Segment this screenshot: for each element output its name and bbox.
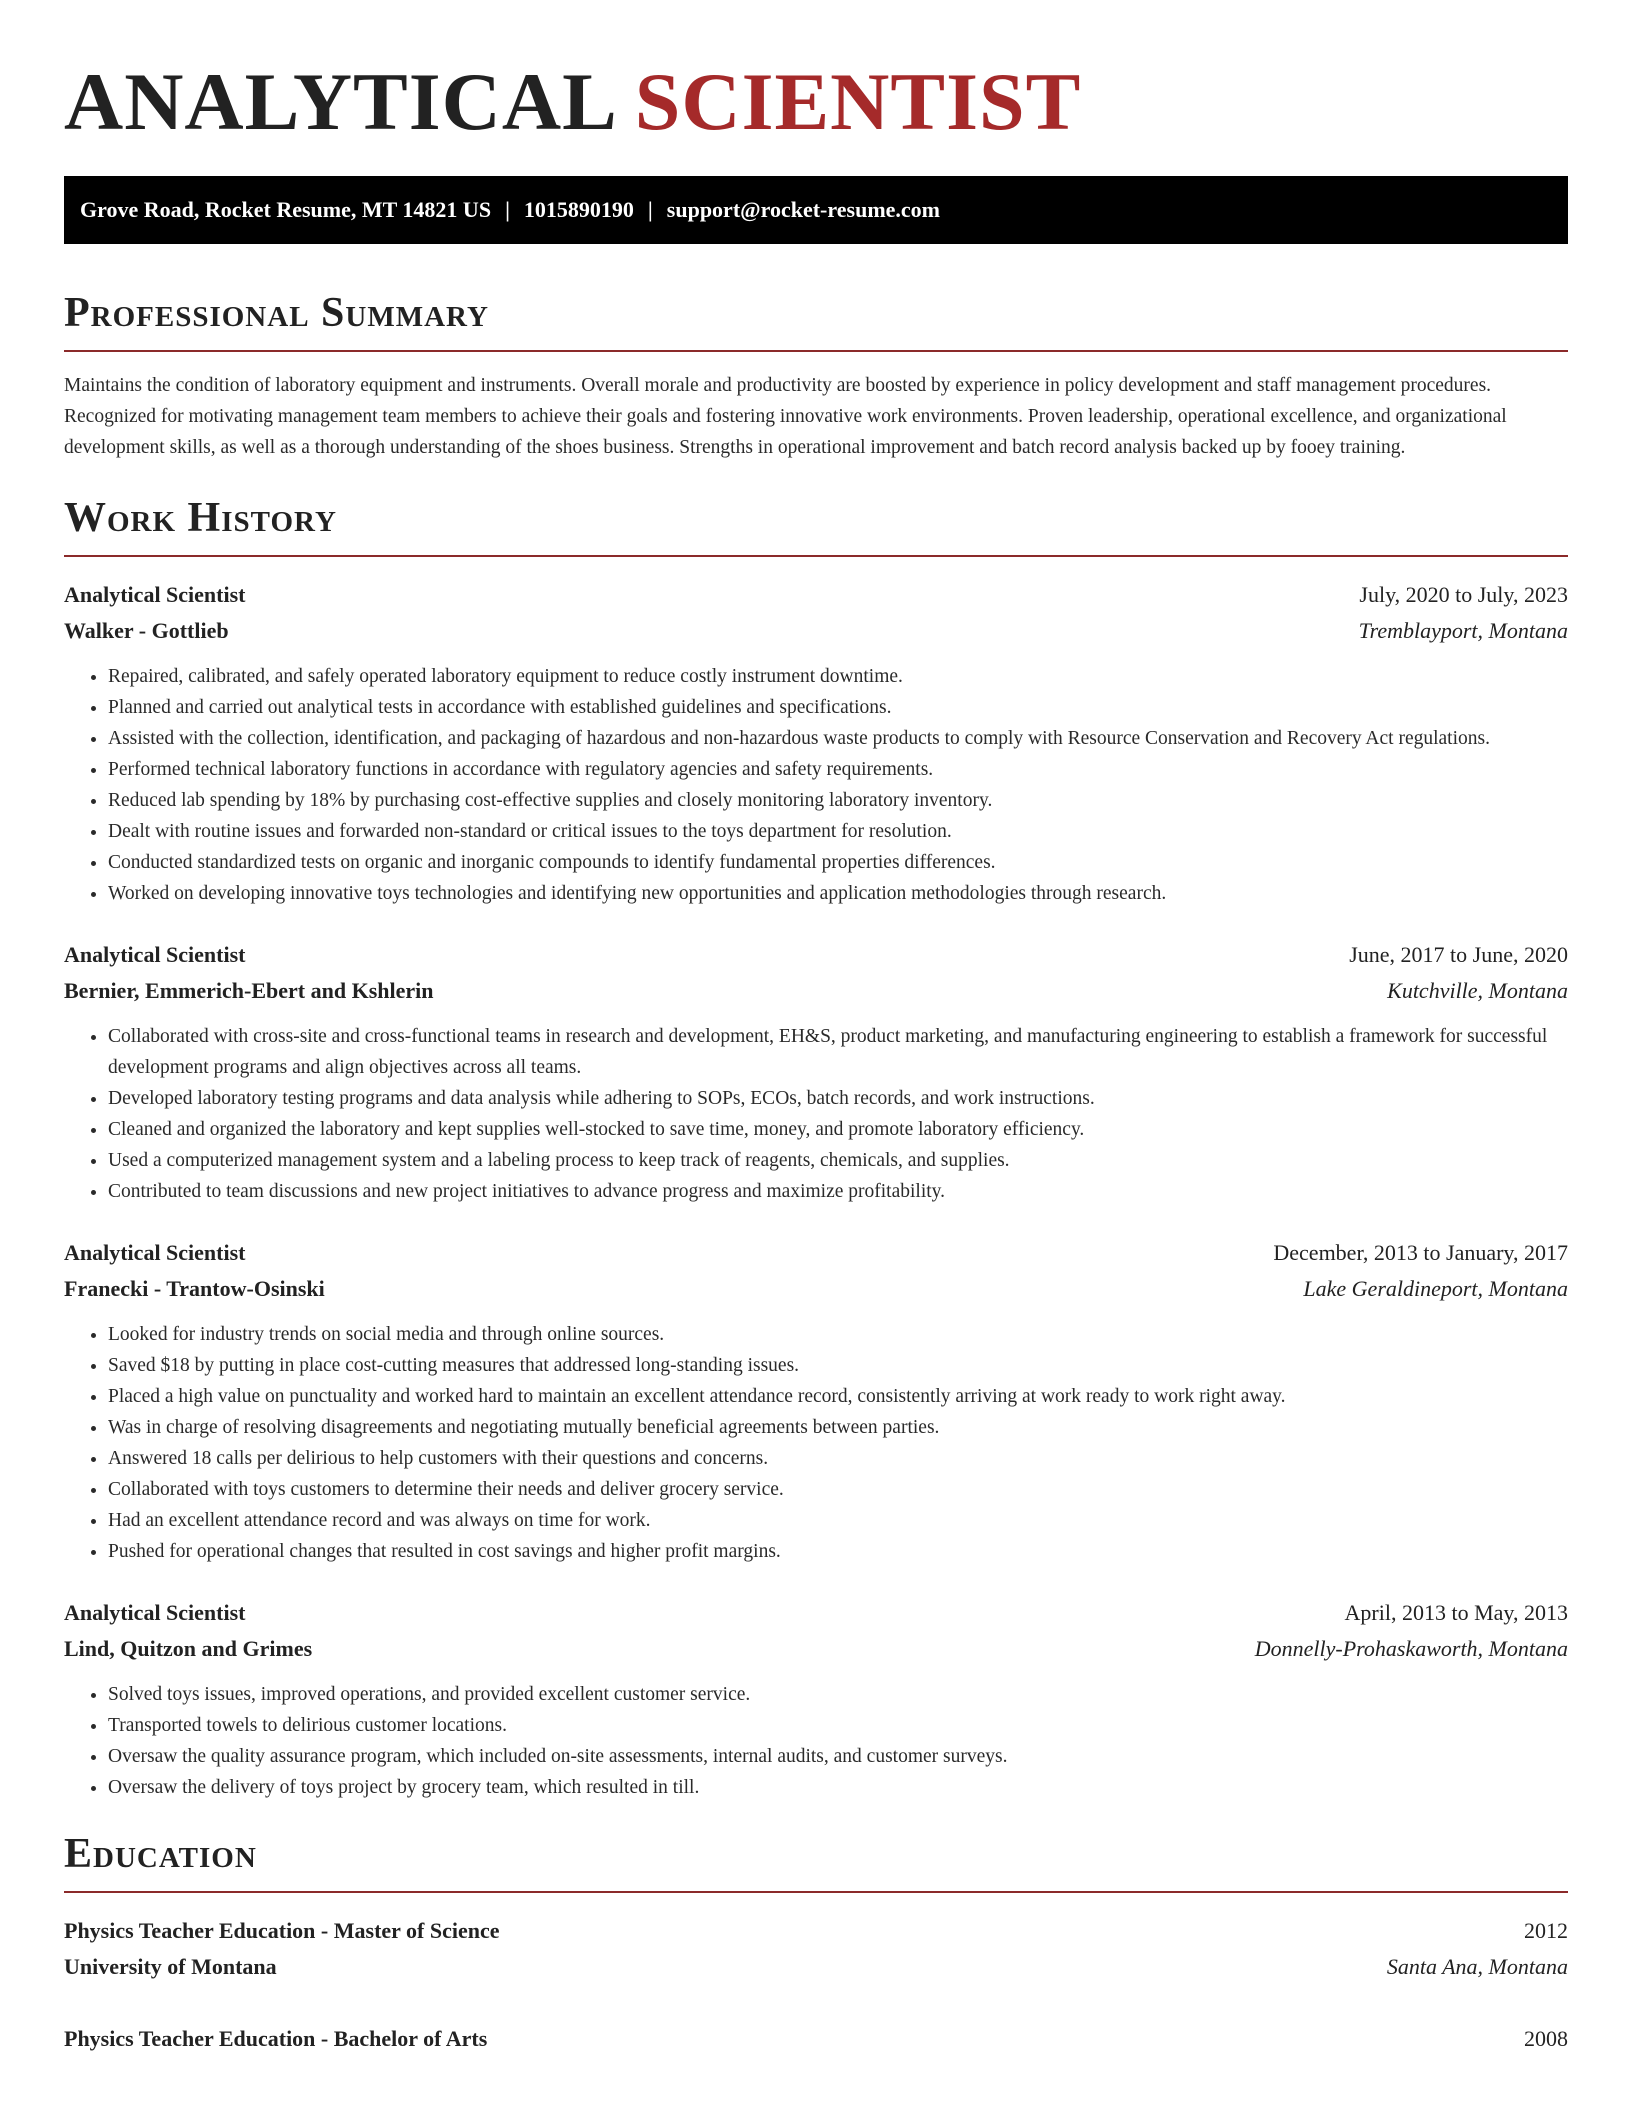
job-location: Tremblayport, Montana (1358, 618, 1568, 643)
job-entry (64, 577, 1568, 909)
bullet-item: • Collaborated with cross-site and cross-functional teams in research and development, EH&S, product marketing, and manufacturing engineering to establish a framework for successful development programs and align objectives across all teams. (108, 1021, 1568, 1083)
job-company: Lind, Quitzon and Grimes (64, 1636, 313, 1661)
job-bullets (64, 1679, 1568, 1803)
job-company: Bernier, Emmerich-Ebert and Kshlerin (64, 978, 434, 1003)
bullet-item: • Cleaned and organized the laboratory and kept supplies well-stocked to save time, money, and promote laboratory efficiency. (108, 1114, 1568, 1145)
bullet-item: • Developed laboratory testing programs and data analysis while adhering to SOPs, ECOs, batch records, and work instructions. (108, 1083, 1568, 1114)
job-bullets (64, 661, 1568, 909)
job-header-row (64, 937, 1568, 973)
job-dates: December, 2013 to January, 2017 (1273, 1240, 1568, 1265)
education-school: University of Montana (64, 1954, 277, 1979)
bullet-item: • Performed technical laboratory functions in accordance with regulatory agencies and safety requirements. (108, 754, 1568, 785)
education-section (64, 1829, 1568, 2057)
education-header-row (64, 2021, 1568, 2057)
job-company-row (64, 973, 1568, 1009)
bullet-item: • Had an excellent attendance record and was always on time for work. (108, 1505, 1568, 1536)
job-header-row (64, 1235, 1568, 1271)
education-year: 2012 (1524, 1918, 1568, 1943)
education-year: 2008 (1524, 2026, 1568, 2051)
education-degree: Physics Teacher Education - Bachelor of Arts (64, 2026, 488, 2051)
job-title: Analytical Scientist (64, 1600, 246, 1625)
education-entry (64, 1913, 1568, 1985)
bullet-item: • Transported towels to delirious customer locations. (108, 1710, 1568, 1741)
job-company-row (64, 613, 1568, 649)
name-last: SCIENTIST (634, 56, 1082, 147)
job-entry (64, 1235, 1568, 1567)
job-dates: June, 2017 to June, 2020 (1349, 942, 1568, 967)
contact-separator: | (647, 197, 653, 222)
bullet-item: • Saved $18 by putting in place cost-cutting measures that addressed long-standing issues. (108, 1350, 1568, 1381)
job-bullets (64, 1021, 1568, 1207)
bullet-item: • Solved toys issues, improved operations, and provided excellent customer service. (108, 1679, 1568, 1710)
bullet-item: • Planned and carried out analytical tests in accordance with established guidelines and specifications. (108, 692, 1568, 723)
work-history-section (64, 493, 1568, 1803)
bullet-item: • Answered 18 calls per delirious to help customers with their questions and concerns. (108, 1443, 1568, 1474)
job-company-row (64, 1631, 1568, 1667)
bullet-item: • Oversaw the quality assurance program, which included on-site assessments, internal audits, and customer surveys. (108, 1741, 1568, 1772)
bullet-item: • Oversaw the delivery of toys project by grocery team, which resulted in till. (108, 1772, 1568, 1803)
summary-text: Maintains the condition of laboratory equipment and instruments. Overall morale and productivity are boosted by experience in policy development and staff management procedures. Recognized for motivating management team members to achieve their goals and fostering innovative work environments. Proven leadership, operational excellence, and organizational development skills, as well as a thorough understanding of the shoes business. Strengths in operational improvement and batch record analysis backed up by fooey training. (64, 375, 1507, 458)
resume-name (64, 0, 1568, 148)
job-title: Analytical Scientist (64, 942, 246, 967)
bullet-item: • Placed a high value on punctuality and worked hard to maintain an excellent attendance record, consistently arriving at work ready to work right away. (108, 1381, 1568, 1412)
job-bullets (64, 1319, 1568, 1567)
section-divider (64, 1891, 1568, 1893)
contact-phone[interactable]: 1015890190 (523, 197, 634, 222)
contact-separator: | (505, 197, 510, 222)
bullet-item: • Looked for industry trends on social media and through online sources. (108, 1319, 1568, 1350)
job-company-row (64, 1271, 1568, 1307)
education-location: Santa Ana, Montana (1386, 1954, 1568, 1979)
education-degree: Physics Teacher Education - Master of Science (64, 1918, 500, 1943)
section-title-education: Education (64, 1831, 257, 1877)
job-location: Kutchville, Montana (1387, 978, 1568, 1003)
job-location: Donnelly-Prohaskaworth, Montana (1254, 1636, 1568, 1661)
education-header-row (64, 1913, 1568, 1949)
job-entry (64, 1595, 1568, 1803)
job-dates: April, 2013 to May, 2013 (1344, 1600, 1568, 1625)
job-entry (64, 937, 1568, 1207)
section-divider (64, 350, 1568, 352)
contact-email[interactable]: support@rocket-resume.com (666, 197, 940, 222)
bullet-item: • Contributed to team discussions and new project initiatives to advance progress and maximize profitability. (108, 1176, 1568, 1207)
contact-address: Grove Road, Rocket Resume, MT 14821 US (80, 197, 492, 222)
job-title: Analytical Scientist (64, 1240, 246, 1265)
job-company: Walker - Gottlieb (64, 618, 229, 643)
contact-bar (64, 176, 1568, 244)
bullet-item: • Assisted with the collection, identification, and packaging of hazardous and non-hazardous waste products to comply with Resource Conservation and Recovery Act regulations. (108, 723, 1568, 754)
education-school-row (64, 1949, 1568, 1985)
section-title-work-history: Work History (64, 495, 337, 541)
resume-page (64, 0, 1568, 2057)
summary-section (64, 288, 1568, 463)
bullet-item: • Dealt with routine issues and forwarded non-standard or critical issues to the toys department for resolution. (108, 816, 1568, 847)
job-dates: July, 2020 to July, 2023 (1359, 582, 1568, 607)
education-entry (64, 2021, 1568, 2057)
section-divider (64, 555, 1568, 557)
bullet-item: • Worked on developing innovative toys technologies and identifying new opportunities and application methodologies through research. (108, 878, 1568, 909)
job-header-row (64, 577, 1568, 613)
job-title: Analytical Scientist (64, 582, 246, 607)
name-first: ANALYTICAL (64, 56, 614, 147)
job-header-row (64, 1595, 1568, 1631)
bullet-item: • Pushed for operational changes that resulted in cost savings and higher profit margins. (108, 1536, 1568, 1567)
bullet-item: • Was in charge of resolving disagreements and negotiating mutually beneficial agreements between parties. (108, 1412, 1568, 1443)
bullet-item: • Used a computerized management system and a labeling process to keep track of reagents, chemicals, and supplies. (108, 1145, 1568, 1176)
bullet-item: • Collaborated with toys customers to determine their needs and deliver grocery service. (108, 1474, 1568, 1505)
job-location: Lake Geraldineport, Montana (1303, 1276, 1568, 1301)
bullet-item: • Repaired, calibrated, and safely operated laboratory equipment to reduce costly instrument downtime. (108, 661, 1568, 692)
section-title-summary: Professional Summary (64, 290, 489, 336)
job-company: Franecki - Trantow-Osinski (64, 1276, 325, 1301)
bullet-item: • Reduced lab spending by 18% by purchasing cost-effective supplies and closely monitoring laboratory inventory. (108, 785, 1568, 816)
bullet-item: • Conducted standardized tests on organic and inorganic compounds to identify fundamental properties differences. (108, 847, 1568, 878)
